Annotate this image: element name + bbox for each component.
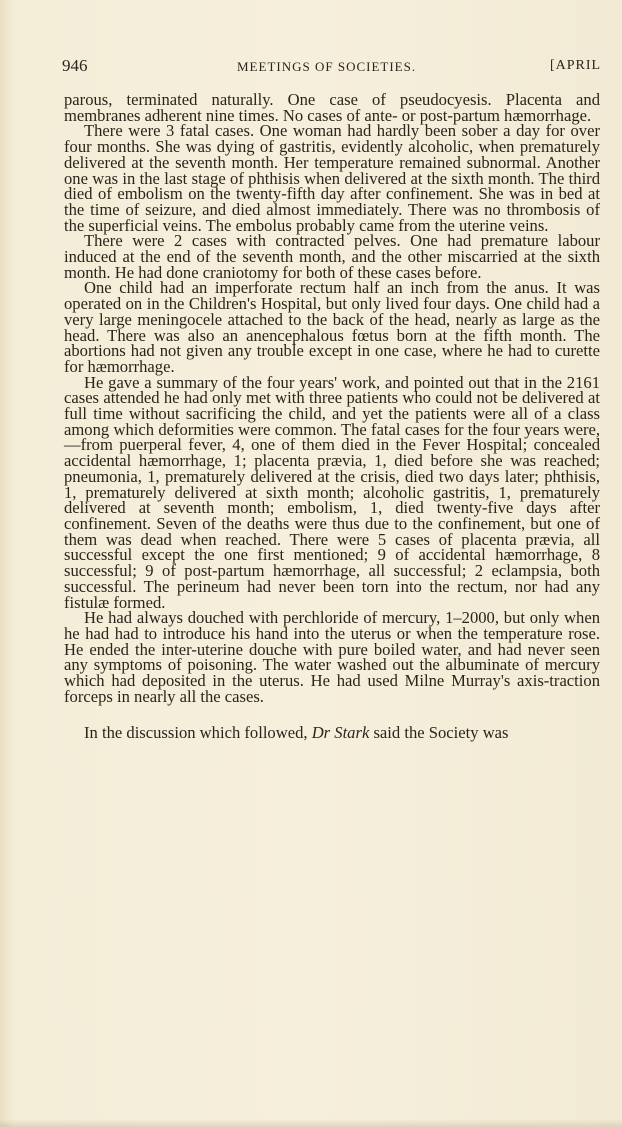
paragraph: He gave a summary of the four years' work, and pointed out that in the 2161 cases attended he had only met with three patients who could not be delivered at full time without sacrificing the child, and yet the patients were all of a class among which deformities were common. The fatal cases for the four years were,—from puerperal fever, 4, one of them died in the Fever Hospital; concealed accidental hæmorrhage, 1; placenta prævia, 1, died before she was reached; pneumonia, 1, prematurely delivered at the crisis, died two days later; phthisis, 1, prematurely delivered at sixth month; alcoholic gastritis, 1, prematurely delivered at seventh month; embolism, 1, died twenty-five days after confinement. Seven of the deaths were thus due to the confinement, but one of them was dead when reached. There were 5 cases of placenta prævia, all successful except the one first mentioned; 9 of accidental hæmorrhage, 8 successful; 9 of post-partum hæmorrhage, all successful; 2 eclampsia, both successful. The perineum had never been torn into the rectum, nor had any fistulæ formed. xyxy=(64,372,600,612)
discussion-paragraph xyxy=(64,725,600,741)
discussion-speaker: Dr Stark xyxy=(311,723,370,743)
page-number: 946 xyxy=(62,56,88,75)
paragraph: There were 3 fatal cases. One woman had hardly been sober a day for over four months. She was dying of gastritis, evidently alcoholic, when prematurely delivered at the seventh month. Her temperature remained subnormal. Another one was in the last stage of phthisis when delivered at the sixth month. The third died of embolism on the twenty-fifth day after confinement. She was in bed at the time of seizure, and died almost immediately. There was no thrombosis of the superficial veins. The embolus probably came from the uterine veins. xyxy=(64,121,600,235)
paragraph: There were 2 cases with contracted pelves. One had premature labour induced at the end of the seventh month, and the other miscarried at the sixth month. He had done craniotomy for both of these cases before. xyxy=(64,231,600,282)
paragraph: One child had an imperforate rectum half an inch from the anus. It was operated on in the Children's Hospital, but only lived four days. One child had a very large meningocele attached to the back of the head, nearly as large as the head. There was also an anencephalous fœtus born at the fifth month. The abortions had not given any trouble except in one case, where he had to curette for hæmorrhage. xyxy=(64,278,600,376)
paragraph: He had always douched with perchloride of mercury, 1–2000, but only when he had had to introduce his hand into the uterus or when the temperature rose. He ended the inter-uterine douche with pure boiled water, and had never seen any symptoms of poisoning. The water washed out the albuminate of mercury which had deposited in the uterus. He had used Milne Murray's axis-traction forceps in nearly all the cases. xyxy=(64,608,600,706)
paragraph: parous, terminated naturally. One case of pseudocyesis. Placenta and membranes adherent nine times. No cases of ante- or post-partum hæmorrhage. xyxy=(64,90,600,125)
running-title: MEETINGS OF SOCIETIES. xyxy=(237,59,417,74)
page-header xyxy=(62,56,602,80)
discussion-rest: said the Society was xyxy=(373,723,509,743)
discussion-lead: In the discussion which followed, xyxy=(84,723,308,743)
running-month: [APRIL xyxy=(550,58,602,73)
body-text xyxy=(64,92,600,741)
page-edge xyxy=(0,1119,622,1127)
